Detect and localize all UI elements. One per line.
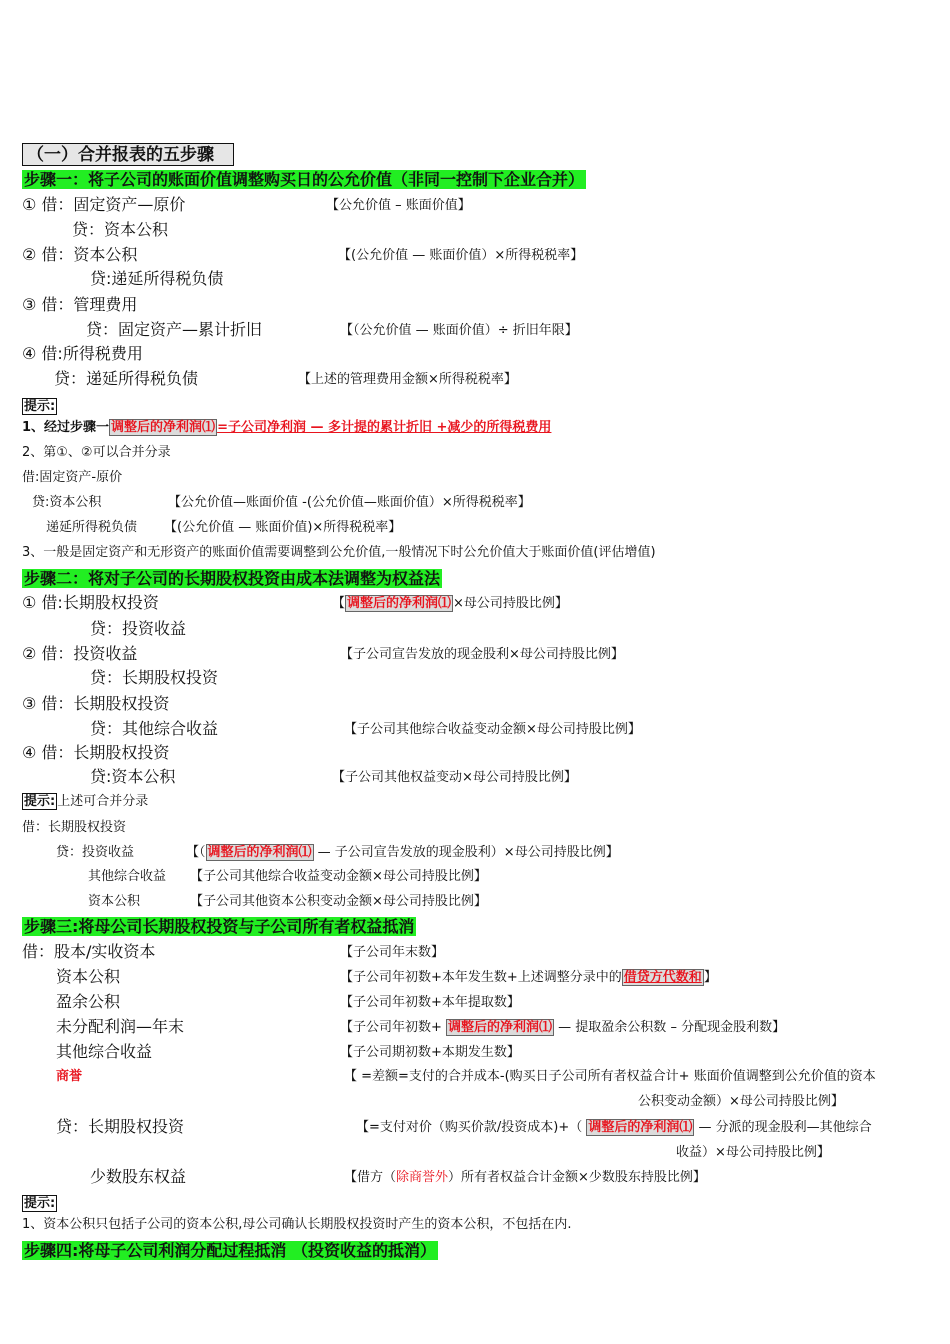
step3-note7b: 收益）×母公司持股比例】 (676, 1145, 830, 1160)
step3-line2: 资本公积 (56, 967, 121, 986)
step1-tip6: 3、一般是固定资产和无形资产的账面价值需要调整到公允价值,一般情况下时公允价值大于账面价值(评估增值) (22, 545, 656, 560)
step3-line3: 盈余公积 (56, 992, 121, 1011)
step2-note1: 【 调整后的净利润⑴ ×母公司持股比例】 (332, 596, 568, 611)
step2-note3: 【子公司宣告发放的现金股利×母公司持股比例】 (340, 647, 624, 662)
step2-line6: 贷：其他综合收益 (90, 719, 219, 738)
step1-tip-label: 提示: (24, 399, 56, 414)
step1-line6: 贷：固定资产—累计折旧 (86, 320, 263, 339)
step3-note7a: 【=支付对价（购买价款/投资成本)+（ 调整后的净利润⑴ — 分派的现金股利—其他综合 (356, 1120, 872, 1135)
step3-note6a: 【 =差额=支付的合并成本-(购买日子公司所有者权益合计+ 账面价值调整到公允价值的资本 (344, 1069, 876, 1084)
step2-tip4: 资本公积 (88, 894, 141, 909)
step2-line8: 贷:资本公积 (90, 767, 176, 786)
step2-heading: 步骤二：将对子公司的长期股权投资由成本法调整为权益法 (24, 569, 441, 588)
step2-line5: ③ 借：长期股权投资 (22, 694, 170, 713)
step1-line5: ③ 借：管理费用 (22, 295, 138, 314)
step1-tip5: 递延所得税负债 (46, 520, 138, 535)
step3-line1: 借：股本/实收资本 (22, 942, 156, 961)
step2-line3: ② 借：投资收益 (22, 644, 138, 663)
step1-tip4: 贷:资本公积 (32, 495, 102, 510)
step1-tip3: 借:固定资产-原价 (22, 470, 123, 485)
step1-note3: 【(公允价值 — 账面价值）×所得税税率】 (338, 248, 584, 263)
step2-tip1: 借：长期股权投资 (22, 820, 127, 835)
step1-heading: 步骤一：将子公司的账面价值调整购买日的公允价值（非同一控制下企业合并） (24, 170, 585, 189)
step3-line7: 贷：长期股权投资 (56, 1117, 185, 1136)
step2-tip4-note: 【子公司其他资本公积变动金额×母公司持股比例】 (190, 894, 487, 909)
step3-note5: 【子公司期初数+本期发生数】 (340, 1045, 520, 1060)
step1-line2: 贷：资本公积 (72, 220, 169, 239)
step1-tip1: 1、经过步骤一 调整后的净利润⑴ =子公司净利润 — 多计提的累计折旧 +减少的所得税费用 (22, 420, 552, 435)
step3-tip-label: 提示: (24, 1196, 56, 1211)
step3-line6: 商誉 (56, 1069, 83, 1084)
step2-note8: 【子公司其他权益变动×母公司持股比例】 (332, 770, 577, 785)
step3-note8: 【借方（除商誉外）所有者权益合计金额×少数股东持股比例】 (344, 1170, 706, 1185)
step1-line4: 贷:递延所得税负债 (90, 269, 224, 288)
step1-tip4-note: 【公允价值—账面价值 -(公允价值—账面价值）×所得税税率】 (168, 495, 531, 510)
step1-line1: ① 借：固定资产—原价 (22, 195, 186, 214)
step2-tip2-note: 【（ 调整后的净利润⑴ — 子公司宣告发放的现金股利）×母公司持股比例】 (186, 845, 619, 860)
step1-tip5-note: 【(公允价值 — 账面价值)×所得税税率】 (164, 520, 402, 535)
page-title: （一）合并报表的五步骤 (22, 143, 234, 166)
step3-note3: 【子公司年初数+本年提取数】 (340, 995, 520, 1010)
step3-tip1: 1、资本公积只包括子公司的资本公积,母公司确认长期股权投资时产生的资本公积，不包括在内. (22, 1217, 572, 1232)
step4-heading: 步骤四:将母子公司利润分配过程抵消 （投资收益的抵消） (24, 1241, 436, 1260)
step2-tip3: 其他综合收益 (88, 869, 167, 884)
step2-tip: 提示: 上述可合并分录 (24, 794, 149, 809)
step3-line4: 未分配利润—年末 (56, 1017, 185, 1036)
step1-line8: 贷：递延所得税负债 (54, 369, 199, 388)
step2-line1: ① 借:长期股权投资 (22, 593, 159, 612)
step3-note4: 【子公司年初数+ 调整后的净利润⑴ — 提取盈余公积数 – 分配现金股利数】 (340, 1020, 786, 1035)
step2-tip2: 贷：投资收益 (56, 845, 135, 860)
step1-line7: ④ 借:所得税费用 (22, 344, 143, 363)
step3-note1: 【子公司年末数】 (340, 945, 445, 960)
step2-line2: 贷：投资收益 (90, 619, 187, 638)
step2-line7: ④ 借：长期股权投资 (22, 743, 170, 762)
step1-line3: ② 借：资本公积 (22, 245, 138, 264)
step1-tip2: 2、第①、②可以合并分录 (22, 445, 171, 460)
step1-note8: 【上述的管理费用金额×所得税税率】 (298, 372, 517, 387)
step2-tip3-note: 【子公司其他综合收益变动金额×母公司持股比例】 (190, 869, 487, 884)
step3-line5: 其他综合收益 (56, 1042, 153, 1061)
step3-heading: 步骤三:将母公司长期股权投资与子公司所有者权益抵消 (24, 917, 415, 936)
step1-note1: 【公允价值 – 账面价值】 (326, 198, 471, 213)
step3-note2: 【子公司年初数+本年发生数+上述调整分录中的 借贷方代数和 】 (340, 970, 717, 985)
step2-line4: 贷：长期股权投资 (90, 668, 219, 687)
step3-line8: 少数股东权益 (90, 1167, 187, 1186)
step1-note6: 【（公允价值 — 账面价值）÷ 折旧年限】 (340, 323, 578, 338)
step2-note6: 【子公司其他综合收益变动金额×母公司持股比例】 (344, 722, 641, 737)
step3-note6b: 公积变动金额）×母公司持股比例】 (638, 1094, 844, 1109)
